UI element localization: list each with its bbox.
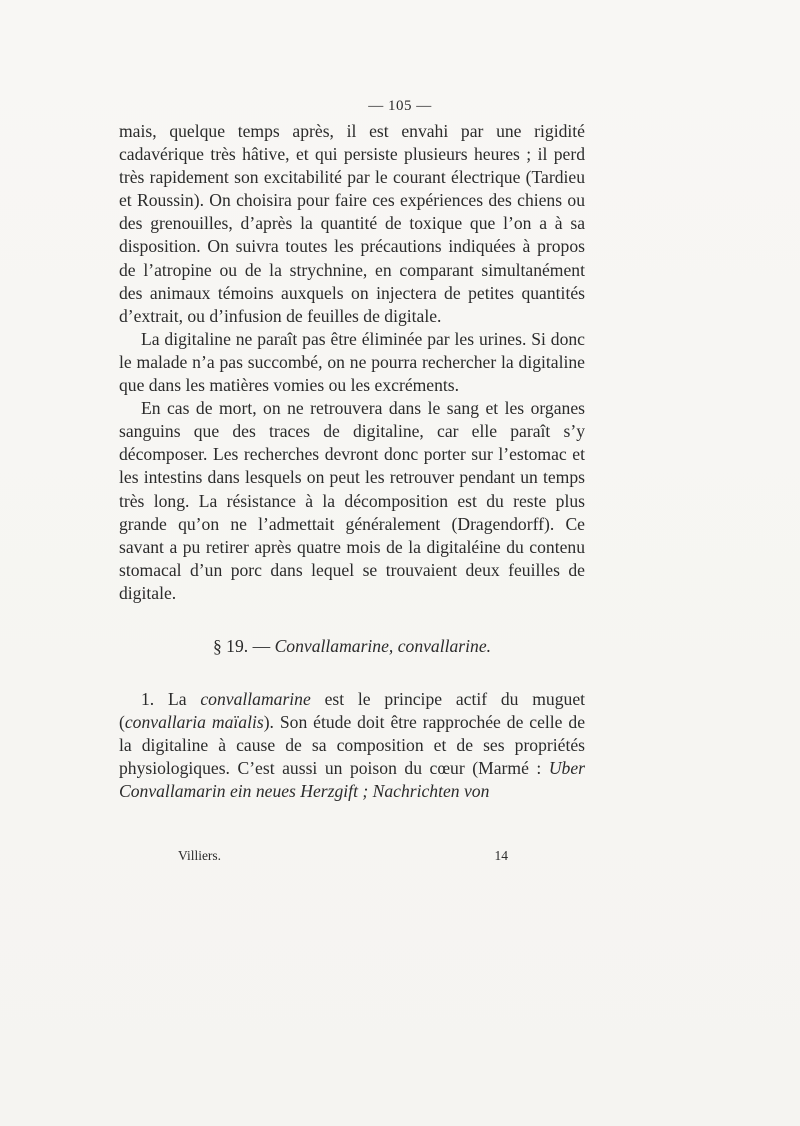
paragraph-convallamarine <box>119 688 585 803</box>
paragraph-text-1: est le principe actif du muguet ( <box>119 689 586 733</box>
section-title: Convallamarine, convallarine. <box>274 635 492 656</box>
body-text <box>119 120 585 804</box>
signature-mark: Villiers. <box>178 848 222 863</box>
page-footer <box>178 848 508 864</box>
sheet-number: 14 <box>494 848 508 863</box>
paragraph-elimination: La digitaline ne paraît pas être éliminée par les urines. Si donc le malade n’a pas succombé, on ne pourra rechercher la digitaline que dans les matières vomies ou les excréments. <box>119 328 585 396</box>
term-convallamarine: convallamarine <box>200 689 311 710</box>
latin-name: convallaria maïalis <box>124 712 264 733</box>
paragraph-lead: La <box>168 689 187 710</box>
paragraph-continuation: mais, quelque temps après, il est envahi par une rigidité cadavérique très hâtive, et qui persiste plusieurs heures ; il perd très rapidement son excitabilité par le courant électrique (Tardieu et Roussin). On choisira pour faire ces expériences des chiens ou des grenouilles, d’après la quantité de toxique que l’on a à sa disposition. On suivra toutes les précautions indiquées à propos de l’atropine ou de la strychnine, en comparant simultanément des animaux témoins auxquels on injectera de petites quantités d’extrait, ou d’infusion de feuilles de digitale. <box>119 121 585 326</box>
paragraph-number: 1. <box>141 689 155 710</box>
paragraph-death: En cas de mort, on ne retrouvera dans le sang et les organes sanguins que des traces de digitaline, car elle paraît s’y décomposer. Les recherches devront donc porter sur l’estomac et les intestins dans lesquels on peut les retrouver pendant un temps très long. La résistance à la décomposition est du reste plus grande qu’on ne l’admettait généralement (Dragendorff). Ce savant a pu retirer après quatre mois de la digitaléine du contenu stomacal d’un porc dans lequel se trouvaient deux feuilles de digitale. <box>119 398 585 603</box>
paragraph-text-2: ). Son étude doit être rapprochée de celle de la digitaline à cause de sa composition et de ses propriétés physiologiques. C’est aussi un poison du cœur (Marmé : <box>119 712 586 779</box>
section-dash: — <box>252 635 271 656</box>
section-heading <box>119 635 585 658</box>
section-number: § 19. <box>212 635 249 656</box>
citation: Uber Convallamarin ein neues Herzgift ; Nachrichten von <box>119 758 585 802</box>
page-number: — 105 — <box>368 98 432 114</box>
